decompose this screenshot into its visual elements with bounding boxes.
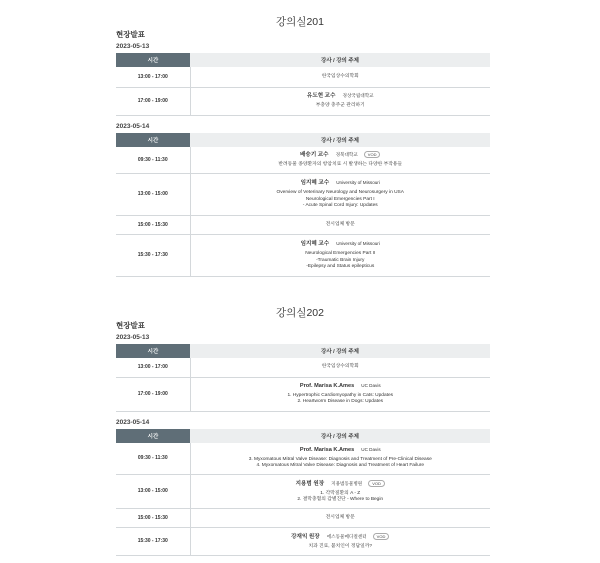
time-cell: 15:30 - 17:30 bbox=[116, 528, 190, 556]
speaker-name: Prof. Marisa K.Ames bbox=[299, 446, 355, 453]
time-cell: 09:30 - 11:30 bbox=[116, 443, 190, 475]
time-cell: 13:00 - 15:00 bbox=[116, 475, 190, 509]
vod-badge: VOD bbox=[368, 480, 385, 487]
room-title: 강의실202 bbox=[276, 307, 324, 319]
table-row bbox=[116, 443, 490, 475]
time-header: 시간 bbox=[116, 429, 190, 443]
time-cell: 13:00 - 15:00 bbox=[116, 174, 190, 216]
topic-line: 치과 진료, 불치인이 정답일까? bbox=[308, 543, 373, 549]
section-label: 현장발표 bbox=[116, 30, 145, 39]
table-row bbox=[116, 235, 490, 277]
table-header bbox=[116, 53, 490, 67]
speaker-name: 배승기 교수 bbox=[300, 151, 329, 158]
schedule-table bbox=[116, 344, 490, 412]
topic-line: 1. Hypertrophic Cardiomyopathy in Cats: Updates bbox=[287, 392, 394, 398]
topic-line: - Acute Spinal Cord Injury: Updates bbox=[302, 202, 378, 208]
speaker-name: Prof. Marisa K.Ames bbox=[299, 382, 355, 389]
time-header: 시간 bbox=[116, 344, 190, 358]
topic-line: Neurological Emergencies Part II bbox=[305, 251, 376, 257]
time-cell: 17:00 - 19:00 bbox=[116, 87, 190, 115]
time-cell: 15:00 - 15:30 bbox=[116, 216, 190, 235]
content-cell bbox=[190, 528, 490, 556]
table-row bbox=[116, 509, 490, 528]
topic-line: 1. 각막질환의 A - Z bbox=[320, 490, 361, 496]
topic-line: 전시업체 방문 bbox=[325, 221, 355, 227]
table-row bbox=[116, 216, 490, 235]
table-header bbox=[116, 429, 490, 443]
topic-line: 부충양 충주군 관리하기 bbox=[315, 103, 365, 108]
time-header: 시간 bbox=[116, 53, 190, 67]
content-cell bbox=[190, 174, 490, 216]
time-cell: 09:30 - 11:30 bbox=[116, 147, 190, 174]
table-row bbox=[116, 87, 490, 115]
table-row bbox=[116, 174, 490, 216]
content-cell bbox=[190, 216, 490, 235]
speaker-affiliation: University of Missouri bbox=[336, 180, 380, 186]
speaker-name: 유도현 교수 bbox=[306, 92, 336, 99]
content-header: 강사 / 강의 주제 bbox=[190, 53, 490, 67]
content-cell bbox=[190, 509, 490, 528]
speaker-affiliation: 경북대학교 bbox=[335, 151, 358, 157]
content-cell bbox=[190, 67, 490, 87]
schedule-table bbox=[116, 53, 490, 116]
vod-badge: VOD bbox=[373, 533, 390, 540]
time-cell: 15:30 - 17:30 bbox=[116, 235, 190, 277]
topic-line: 반려동물 종양환자의 항암치료 시 발생하는 다양한 부작용들 bbox=[278, 162, 403, 168]
speaker-name: 강재익 원장 bbox=[291, 533, 320, 540]
date-label: 2023-05-14 bbox=[116, 122, 150, 130]
time-cell: 13:00 - 17:00 bbox=[116, 358, 190, 377]
speaker-name: 임지혜 교수 bbox=[300, 241, 330, 248]
content-cell bbox=[190, 87, 490, 115]
table-row bbox=[116, 528, 490, 556]
room-title: 강의실201 bbox=[276, 16, 324, 28]
section-label: 현장발표 bbox=[116, 321, 145, 330]
time-header: 시간 bbox=[116, 133, 190, 147]
content-header: 강사 / 강의 주제 bbox=[190, 133, 490, 147]
topic-line: Neurological Emergencies Part I bbox=[305, 196, 375, 202]
topic-line: 2. 결막충혈의 감별진단 - Where to Begin bbox=[297, 496, 384, 502]
content-header: 강사 / 강의 주제 bbox=[190, 344, 490, 358]
content-cell bbox=[190, 358, 490, 377]
table-row bbox=[116, 358, 490, 377]
topic-line: -Epilepsy and Status epilepticus bbox=[306, 263, 375, 269]
time-cell: 17:00 - 19:00 bbox=[116, 377, 190, 411]
topic-line: 한국임상수의학회 bbox=[321, 364, 359, 370]
topic-line: Overview of Veterinary Neurology and Neurosurgery in USA bbox=[276, 190, 404, 196]
topic-line: 3. Myxomatous Mitral Valve Disease: Diagnosis and Treatment of Pre-Clinical Disease bbox=[248, 457, 432, 463]
speaker-name: 지용범 원장 bbox=[295, 480, 325, 487]
time-cell: 15:00 - 15:30 bbox=[116, 509, 190, 528]
time-cell: 13:00 - 17:00 bbox=[116, 67, 190, 87]
speaker-affiliation: 에스동물메디컬센터 bbox=[326, 533, 367, 539]
speaker-affiliation: UC Davis bbox=[361, 382, 381, 388]
speaker-affiliation: 지용범동물병원 bbox=[331, 480, 363, 486]
content-cell bbox=[190, 235, 490, 277]
schedule-table bbox=[116, 429, 490, 557]
content-cell bbox=[190, 443, 490, 475]
table-header bbox=[116, 133, 490, 147]
topic-line: 한국임상수의학회 bbox=[321, 73, 359, 79]
date-label: 2023-05-13 bbox=[116, 334, 150, 341]
content-cell bbox=[190, 377, 490, 411]
topic-line: 4. Myxomatous Mitral Valve Disease: Diagnosis and Treatment of Heart Failure bbox=[256, 463, 425, 469]
schedule-table bbox=[116, 133, 490, 278]
content-cell bbox=[190, 147, 490, 174]
table-row bbox=[116, 377, 490, 411]
date-label: 2023-05-13 bbox=[116, 43, 150, 50]
table-row bbox=[116, 147, 490, 174]
speaker-affiliation: 경상국립대학교 bbox=[342, 92, 374, 98]
table-row bbox=[116, 475, 490, 509]
speaker-affiliation: University of Missouri bbox=[336, 241, 380, 247]
table-header bbox=[116, 344, 490, 358]
vod-badge: VOD bbox=[364, 151, 381, 158]
topic-line: -Traumatic Brain Injury bbox=[316, 257, 365, 263]
content-header: 강사 / 강의 주제 bbox=[190, 429, 490, 443]
table-row bbox=[116, 67, 490, 87]
speaker-name: 임지혜 교수 bbox=[300, 180, 330, 187]
content-cell bbox=[190, 475, 490, 509]
topic-line: 2. Heartworm Disease in Dogs: Updates bbox=[297, 399, 384, 405]
topic-line: 전시업체 방문 bbox=[325, 514, 355, 520]
speaker-affiliation: UC Davis bbox=[361, 446, 381, 452]
date-label: 2023-05-14 bbox=[116, 418, 150, 426]
